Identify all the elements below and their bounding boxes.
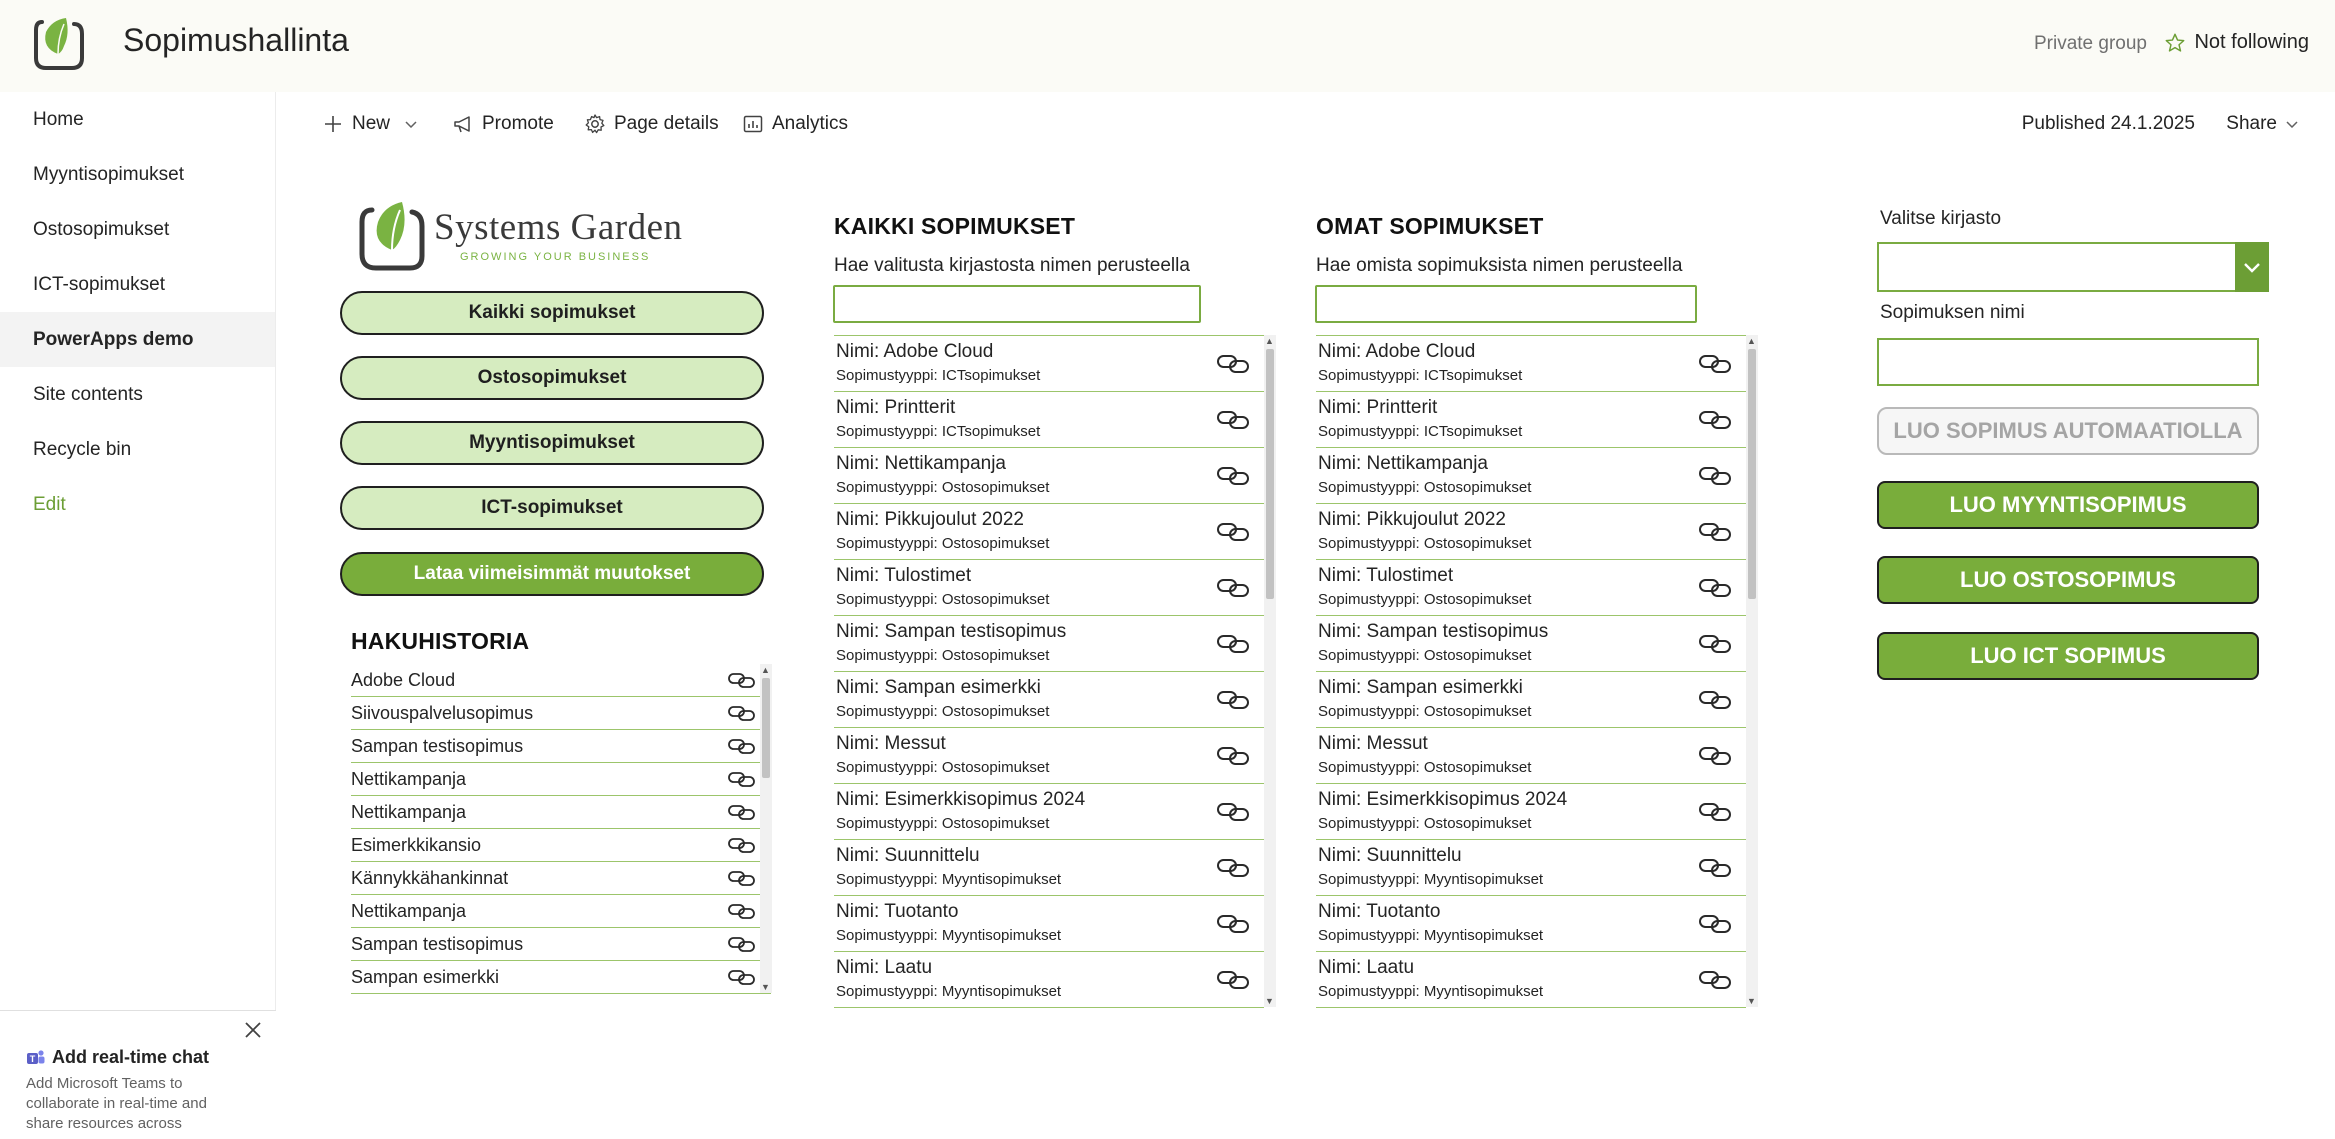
table-row[interactable] [834, 560, 1264, 616]
history-item-label: Nettikampanja [351, 768, 467, 789]
purchase-contracts-button[interactable]: Ostosopimukset [340, 356, 764, 400]
contract-name: Nimi: Esimerkkisopimus 2024 [1318, 789, 1568, 810]
contract-type: Sopimustyyppi: Ostosopimukset [1318, 479, 1532, 496]
link-icon[interactable] [1698, 855, 1732, 881]
dropdown-button[interactable] [2235, 242, 2269, 292]
promote-label: Promote [482, 113, 554, 134]
link-icon[interactable] [1698, 519, 1732, 545]
link-icon[interactable] [1698, 743, 1732, 769]
scrollbar-thumb[interactable] [1748, 349, 1756, 599]
contract-name: Nimi: Tuotanto [1318, 901, 1441, 922]
link-icon[interactable] [727, 834, 757, 856]
link-icon[interactable] [1698, 351, 1732, 377]
link-icon[interactable] [727, 801, 757, 823]
link-icon[interactable] [1216, 855, 1250, 881]
contract-name: Nimi: Sampan esimerkki [836, 677, 1041, 698]
link-icon[interactable] [727, 867, 757, 889]
table-row[interactable] [834, 504, 1264, 560]
table-row[interactable] [834, 896, 1264, 952]
nav-edit-link[interactable]: Edit [33, 494, 66, 515]
contract-name: Nimi: Pikkujoulut 2022 [1318, 509, 1506, 530]
contract-name: Nimi: Tulostimet [836, 565, 972, 586]
contract-name-input[interactable] [1877, 338, 2259, 386]
own-contracts-search-input[interactable] [1315, 285, 1697, 323]
all-contracts-scrollbar[interactable] [1264, 335, 1276, 1007]
analytics-label: Analytics [772, 113, 849, 134]
nav-item-ict-sopimukset[interactable]: ICT-sopimukset [33, 274, 165, 295]
contract-type: Sopimustyyppi: ICTsopimukset [1318, 423, 1523, 440]
chevron-down-icon [2242, 257, 2262, 277]
link-icon[interactable] [1698, 575, 1732, 601]
link-icon[interactable] [727, 966, 757, 988]
refresh-changes-button[interactable]: Lataa viimeisimmät muutokset [340, 552, 764, 596]
command-bar [277, 92, 2335, 158]
table-row[interactable] [834, 392, 1264, 448]
nav-item-powerapps-demo[interactable]: PowerApps demo [0, 312, 275, 367]
chevron-down-icon [404, 117, 418, 131]
list-item[interactable] [351, 697, 771, 730]
teams-chat-card [0, 1010, 276, 1139]
list-item[interactable] [351, 895, 771, 928]
link-icon[interactable] [1216, 799, 1250, 825]
plus-icon [322, 113, 344, 135]
history-item-label: Nettikampanja [351, 900, 467, 921]
all-contracts-button[interactable]: Kaikki sopimukset [340, 291, 764, 335]
scroll-down-icon[interactable]: ▼ [1747, 996, 1756, 1006]
library-dropdown[interactable] [1877, 242, 2269, 292]
contract-type: Sopimustyyppi: Ostosopimukset [836, 479, 1050, 496]
new-label: New [352, 113, 391, 134]
list-item[interactable] [351, 796, 771, 829]
left-navigation [0, 92, 276, 1132]
table-row[interactable] [1316, 896, 1746, 952]
scrollbar-thumb[interactable] [1266, 349, 1274, 599]
contract-name-label: Sopimuksen nimi [1880, 302, 2025, 323]
privacy-label: Private group [2033, 33, 2147, 54]
link-icon[interactable] [727, 702, 757, 724]
scroll-up-icon[interactable]: ▲ [1265, 336, 1274, 346]
link-icon[interactable] [1698, 463, 1732, 489]
chevron-down-icon [2285, 117, 2299, 131]
all-contracts-search-input[interactable] [833, 285, 1201, 323]
create-purchase-contract-button[interactable]: LUO OSTOSOPIMUS [1877, 556, 2259, 604]
ict-contracts-button[interactable]: ICT-sopimukset [340, 486, 764, 530]
list-item[interactable] [351, 664, 771, 697]
table-row[interactable] [1316, 616, 1746, 672]
chat-card-title[interactable] [26, 1047, 250, 1068]
table-row[interactable] [1316, 952, 1746, 1008]
link-icon[interactable] [1698, 687, 1732, 713]
contract-type: Sopimustyyppi: Myyntisopimukset [1318, 983, 1544, 1000]
search-history-list[interactable] [351, 664, 771, 993]
contract-type: Sopimustyyppi: Ostosopimukset [1318, 759, 1532, 776]
contract-name: Nimi: Sampan esimerkki [1318, 677, 1523, 698]
list-item[interactable] [351, 862, 771, 895]
site-header [0, 0, 2335, 92]
all-contracts-search-label: Hae valitusta kirjastosta nimen perusteella [834, 255, 1190, 276]
list-item[interactable] [351, 829, 771, 862]
link-icon[interactable] [1216, 407, 1250, 433]
scroll-down-icon[interactable]: ▼ [761, 982, 770, 992]
contract-name: Nimi: Adobe Cloud [836, 341, 994, 362]
link-icon[interactable] [1216, 687, 1250, 713]
own-contracts-title: OMAT SOPIMUKSET [1316, 213, 1544, 239]
chat-desc-line: share resources across [26, 1115, 182, 1132]
list-item[interactable] [351, 730, 771, 763]
scroll-up-icon[interactable]: ▲ [761, 665, 770, 675]
contract-name: Nimi: Sampan testisopimus [836, 621, 1067, 642]
table-row[interactable] [1316, 448, 1746, 504]
megaphone-icon [452, 113, 474, 135]
link-icon[interactable] [1216, 631, 1250, 657]
link-icon[interactable] [1216, 911, 1250, 937]
list-item[interactable] [351, 961, 771, 994]
contract-name: Nimi: Suunnittelu [836, 845, 980, 866]
contract-name: Nimi: Printterit [1318, 397, 1438, 418]
contract-name: Nimi: Laatu [836, 957, 933, 978]
history-scrollbar[interactable] [760, 664, 772, 993]
contract-type: Sopimustyyppi: Ostosopimukset [1318, 535, 1532, 552]
history-item-label: Nettikampanja [351, 801, 467, 822]
table-row[interactable] [834, 448, 1264, 504]
nav-item-home[interactable]: Home [33, 109, 84, 130]
analytics-icon [742, 113, 764, 135]
contract-name: Nimi: Printterit [836, 397, 956, 418]
history-item-label: Sampan testisopimus [351, 735, 524, 756]
contract-type: Sopimustyyppi: Ostosopimukset [836, 591, 1050, 608]
link-icon[interactable] [1216, 575, 1250, 601]
own-contracts-scrollbar[interactable] [1746, 335, 1758, 1007]
share-button[interactable] [2226, 113, 2299, 135]
new-button[interactable] [322, 113, 418, 135]
contract-type: Sopimustyyppi: Ostosopimukset [836, 535, 1050, 552]
follow-label: Not following [2194, 31, 2309, 53]
contract-type: Sopimustyyppi: Ostosopimukset [836, 647, 1050, 664]
link-icon[interactable] [727, 900, 757, 922]
table-row[interactable] [834, 672, 1264, 728]
scroll-up-icon[interactable]: ▲ [1747, 336, 1756, 346]
library-label: Valitse kirjasto [1880, 208, 2002, 229]
table-row[interactable] [1316, 336, 1746, 392]
link-icon[interactable] [1698, 631, 1732, 657]
share-label: Share [2226, 113, 2277, 134]
link-icon[interactable] [1216, 463, 1250, 489]
contract-type: Sopimustyyppi: Myyntisopimukset [1318, 871, 1544, 888]
create-ict-contract-button[interactable]: LUO ICT SOPIMUS [1877, 632, 2259, 680]
link-icon[interactable] [727, 768, 757, 790]
link-icon[interactable] [1698, 911, 1732, 937]
nav-item-myyntisopimukset[interactable]: Myyntisopimukset [33, 164, 184, 185]
table-row[interactable] [1316, 560, 1746, 616]
contract-name: Nimi: Messut [1318, 733, 1428, 754]
link-icon[interactable] [1698, 407, 1732, 433]
contract-name: Nimi: Tulostimet [1318, 565, 1454, 586]
analytics-button[interactable] [742, 113, 848, 135]
contract-type: Sopimustyyppi: Ostosopimukset [1318, 591, 1532, 608]
history-item-label: Sampan esimerkki [351, 966, 500, 987]
contract-type: Sopimustyyppi: ICTsopimukset [836, 423, 1041, 440]
link-icon[interactable] [727, 933, 757, 955]
svg-text:T: T [29, 1053, 36, 1064]
contract-type: Sopimustyyppi: Ostosopimukset [1318, 647, 1532, 664]
teams-icon [26, 1048, 46, 1068]
table-row[interactable] [1316, 784, 1746, 840]
contract-type: Sopimustyyppi: Myyntisopimukset [836, 927, 1062, 944]
table-row[interactable] [834, 728, 1264, 784]
contract-name: Nimi: Pikkujoulut 2022 [836, 509, 1024, 530]
gear-icon [584, 113, 606, 135]
contract-type: Sopimustyyppi: Ostosopimukset [1318, 703, 1532, 720]
link-icon[interactable] [1216, 967, 1250, 993]
contract-type: Sopimustyyppi: Myyntisopimukset [1318, 927, 1544, 944]
own-contracts-search-label: Hae omista sopimuksista nimen perusteella [1316, 255, 1683, 276]
all-contracts-title: KAIKKI SOPIMUKSET [834, 213, 1076, 239]
history-item-label: Sampan testisopimus [351, 933, 524, 954]
list-item[interactable] [351, 928, 771, 961]
history-item-label: Siivouspalvelusopimus [351, 702, 534, 723]
chat-desc-line: Add Microsoft Teams to [26, 1075, 183, 1092]
star-icon [2164, 32, 2186, 54]
contract-name: Nimi: Tuotanto [836, 901, 959, 922]
published-date: Published 24.1.2025 [2021, 113, 2195, 134]
history-item-label: Kännykkähankinnat [351, 867, 509, 888]
list-item[interactable] [351, 763, 771, 796]
logo-tagline: GROWING YOUR BUSINESS [460, 251, 651, 263]
table-row[interactable] [1316, 840, 1746, 896]
table-row[interactable] [834, 952, 1264, 1008]
promote-button[interactable] [452, 113, 554, 135]
link-icon[interactable] [727, 735, 757, 757]
nav-item-ostosopimukset[interactable]: Ostosopimukset [33, 219, 170, 240]
link-icon[interactable] [727, 669, 757, 691]
link-icon[interactable] [1216, 519, 1250, 545]
contract-name: Nimi: Esimerkkisopimus 2024 [836, 789, 1086, 810]
contract-name: Nimi: Suunnittelu [1318, 845, 1462, 866]
link-icon[interactable] [1698, 799, 1732, 825]
table-row[interactable] [834, 784, 1264, 840]
table-row[interactable] [1316, 728, 1746, 784]
own-contracts-list[interactable] [1316, 335, 1746, 1007]
history-item-label: Adobe Cloud [351, 669, 456, 690]
sales-contracts-button[interactable]: Myyntisopimukset [340, 421, 764, 465]
link-icon[interactable] [1216, 743, 1250, 769]
chat-desc-line: collaborate in real-time and [26, 1095, 207, 1112]
logo-name: Systems Garden [434, 207, 683, 248]
page-details-label: Page details [614, 113, 719, 134]
table-row[interactable] [1316, 392, 1746, 448]
contract-type: Sopimustyyppi: Ostosopimukset [836, 815, 1050, 832]
close-icon[interactable] [242, 1019, 264, 1041]
contract-name: Nimi: Nettikampanja [836, 453, 1006, 474]
link-icon[interactable] [1698, 967, 1732, 993]
contract-type: Sopimustyyppi: Ostosopimukset [1318, 815, 1532, 832]
contract-type: Sopimustyyppi: ICTsopimukset [836, 367, 1041, 384]
contract-type: Sopimustyyppi: ICTsopimukset [1318, 367, 1523, 384]
all-contracts-list[interactable] [834, 335, 1264, 1007]
leaf-logo-icon [356, 196, 430, 276]
follow-button[interactable] [2164, 31, 2309, 54]
scrollbar-thumb[interactable] [762, 678, 770, 778]
contract-name: Nimi: Sampan testisopimus [1318, 621, 1549, 642]
contract-type: Sopimustyyppi: Myyntisopimukset [836, 871, 1062, 888]
create-sales-contract-button[interactable]: LUO MYYNTISOPIMUS [1877, 481, 2259, 529]
create-automation-button[interactable]: LUO SOPIMUS AUTOMAATIOLLA [1877, 407, 2259, 455]
table-row[interactable] [834, 616, 1264, 672]
contract-type: Sopimustyyppi: Ostosopimukset [836, 759, 1050, 776]
nav-item-site-contents[interactable]: Site contents [33, 384, 143, 405]
history-item-label: Esimerkkikansio [351, 834, 482, 855]
nav-item-recycle-bin[interactable]: Recycle bin [33, 439, 132, 460]
contract-name: Nimi: Nettikampanja [1318, 453, 1488, 474]
page-details-button[interactable] [584, 113, 719, 135]
link-icon[interactable] [1216, 351, 1250, 377]
site-title[interactable]: Sopimushallinta [123, 22, 349, 58]
contract-name: Nimi: Laatu [1318, 957, 1415, 978]
site-logo-icon[interactable] [28, 14, 90, 76]
table-row[interactable] [1316, 672, 1746, 728]
contract-name: Nimi: Adobe Cloud [1318, 341, 1476, 362]
contract-type: Sopimustyyppi: Myyntisopimukset [836, 983, 1062, 1000]
table-row[interactable] [834, 336, 1264, 392]
table-row[interactable] [1316, 504, 1746, 560]
chat-card-description [26, 1074, 250, 1134]
table-row[interactable] [834, 840, 1264, 896]
systems-garden-logo [356, 196, 722, 278]
contract-type: Sopimustyyppi: Ostosopimukset [836, 703, 1050, 720]
history-title: HAKUHISTORIA [351, 628, 530, 654]
chat-title-text: Add real-time chat [52, 1047, 210, 1067]
contract-name: Nimi: Messut [836, 733, 946, 754]
scroll-down-icon[interactable]: ▼ [1265, 996, 1274, 1006]
